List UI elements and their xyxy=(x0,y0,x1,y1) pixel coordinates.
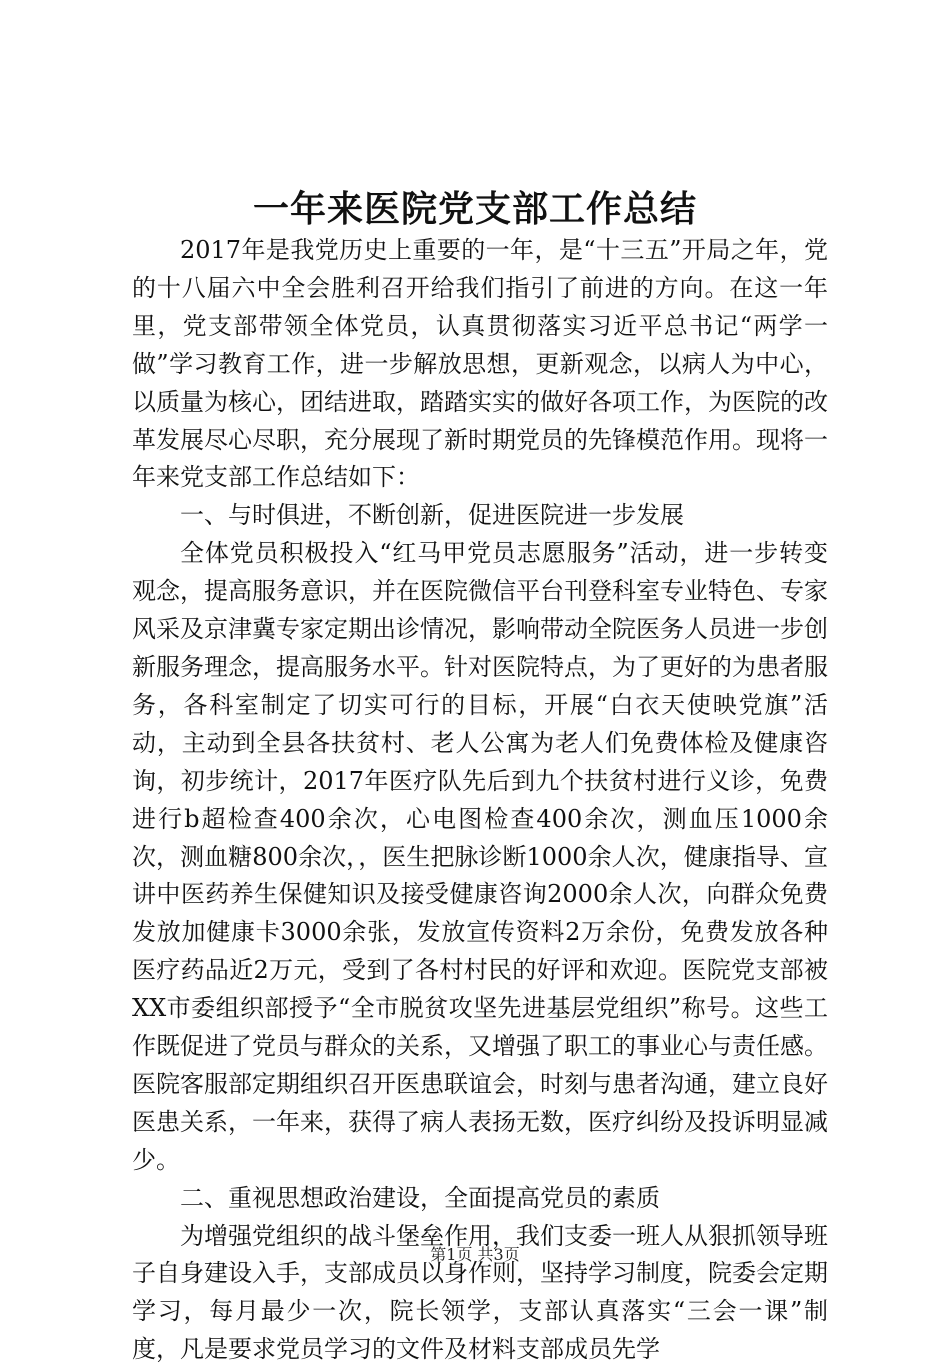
section-heading-2: 二、重视思想政治建设，全面提高党员的素质 xyxy=(180,1183,660,1212)
section-2-paragraph: 为增强党组织的战斗堡垒作用，我们支委一班人从狠抓领导班子自身建设入手，支部成员以身作则，坚持学习制度，院委会定期学习，每月最少一次，院长领学，支部认真落实“三会一课”制度，凡是要求党员学习的文件及材料支部成员先学 xyxy=(132,1221,828,1364)
document-body xyxy=(132,232,828,1369)
section-heading-1: 一、与时俱进，不断创新，促进医院进一步发展 xyxy=(180,501,684,530)
intro-paragraph: 2017年是我党历史上重要的一年，是“十三五”开局之年，党的十八届六中全会胜利召开给我们指引了前进的方向。在这一年里，党支部带领全体党员，认真贯彻落实习近平总书记“两学一做”学习教育工作，进一步解放思想，更新观念，以病人为中心，以质量为核心，团结进取，踏踏实实的做好各项工作，为医院的改革发展尽心尽职，充分展现了新时期党员的先锋模范作用。现将一年来党支部工作总结如下： xyxy=(132,236,828,492)
page-footer: 第1页 共3页 xyxy=(430,1245,520,1264)
document-title: 一年来医院党支部工作总结 xyxy=(252,188,697,230)
section-1-paragraph: 全体党员积极投入“红马甲党员志愿服务”活动，进一步转变观念，提高服务意识，并在医院微信平台刊登科室专业特色、专家风采及京津冀专家定期出诊情况，影响带动全院医务人员进一步创新服务理念，提高服务水平。针对医院特点，为了更好的为患者服务，各科室制定了切实可行的目标，开展“白衣天使映党旗”活动，主动到全县各扶贫村、老人公寓为老人们免费体检及健康咨询，初步统计，2017年医疗队先后到九个扶贫村进行义诊，免费进行b超检查400余次，心电图检查400余次，测血压1000余次，测血糖800余次，，医生把脉诊断1000余人次，健康指导、宣讲中医药养生保健知识及接受健康咨询2000余人次，向群众免费发放加健康卡3000余张，发放宣传资料2万余份，免费发放各种医疗药品近2万元，受到了各村村民的好评和欢迎。医院党支部被XX市委组织部授予“全市脱贫攻坚先进基层党组织”称号。这些工作既促进了党员与群众的关系，又增强了职工的事业心与责任感。医院客服部定期组织召开医患联谊会，时刻与患者沟通，建立良好医患关系，一年来，获得了病人表扬无数，医疗纠纷及投诉明显减少。 xyxy=(132,539,828,1174)
